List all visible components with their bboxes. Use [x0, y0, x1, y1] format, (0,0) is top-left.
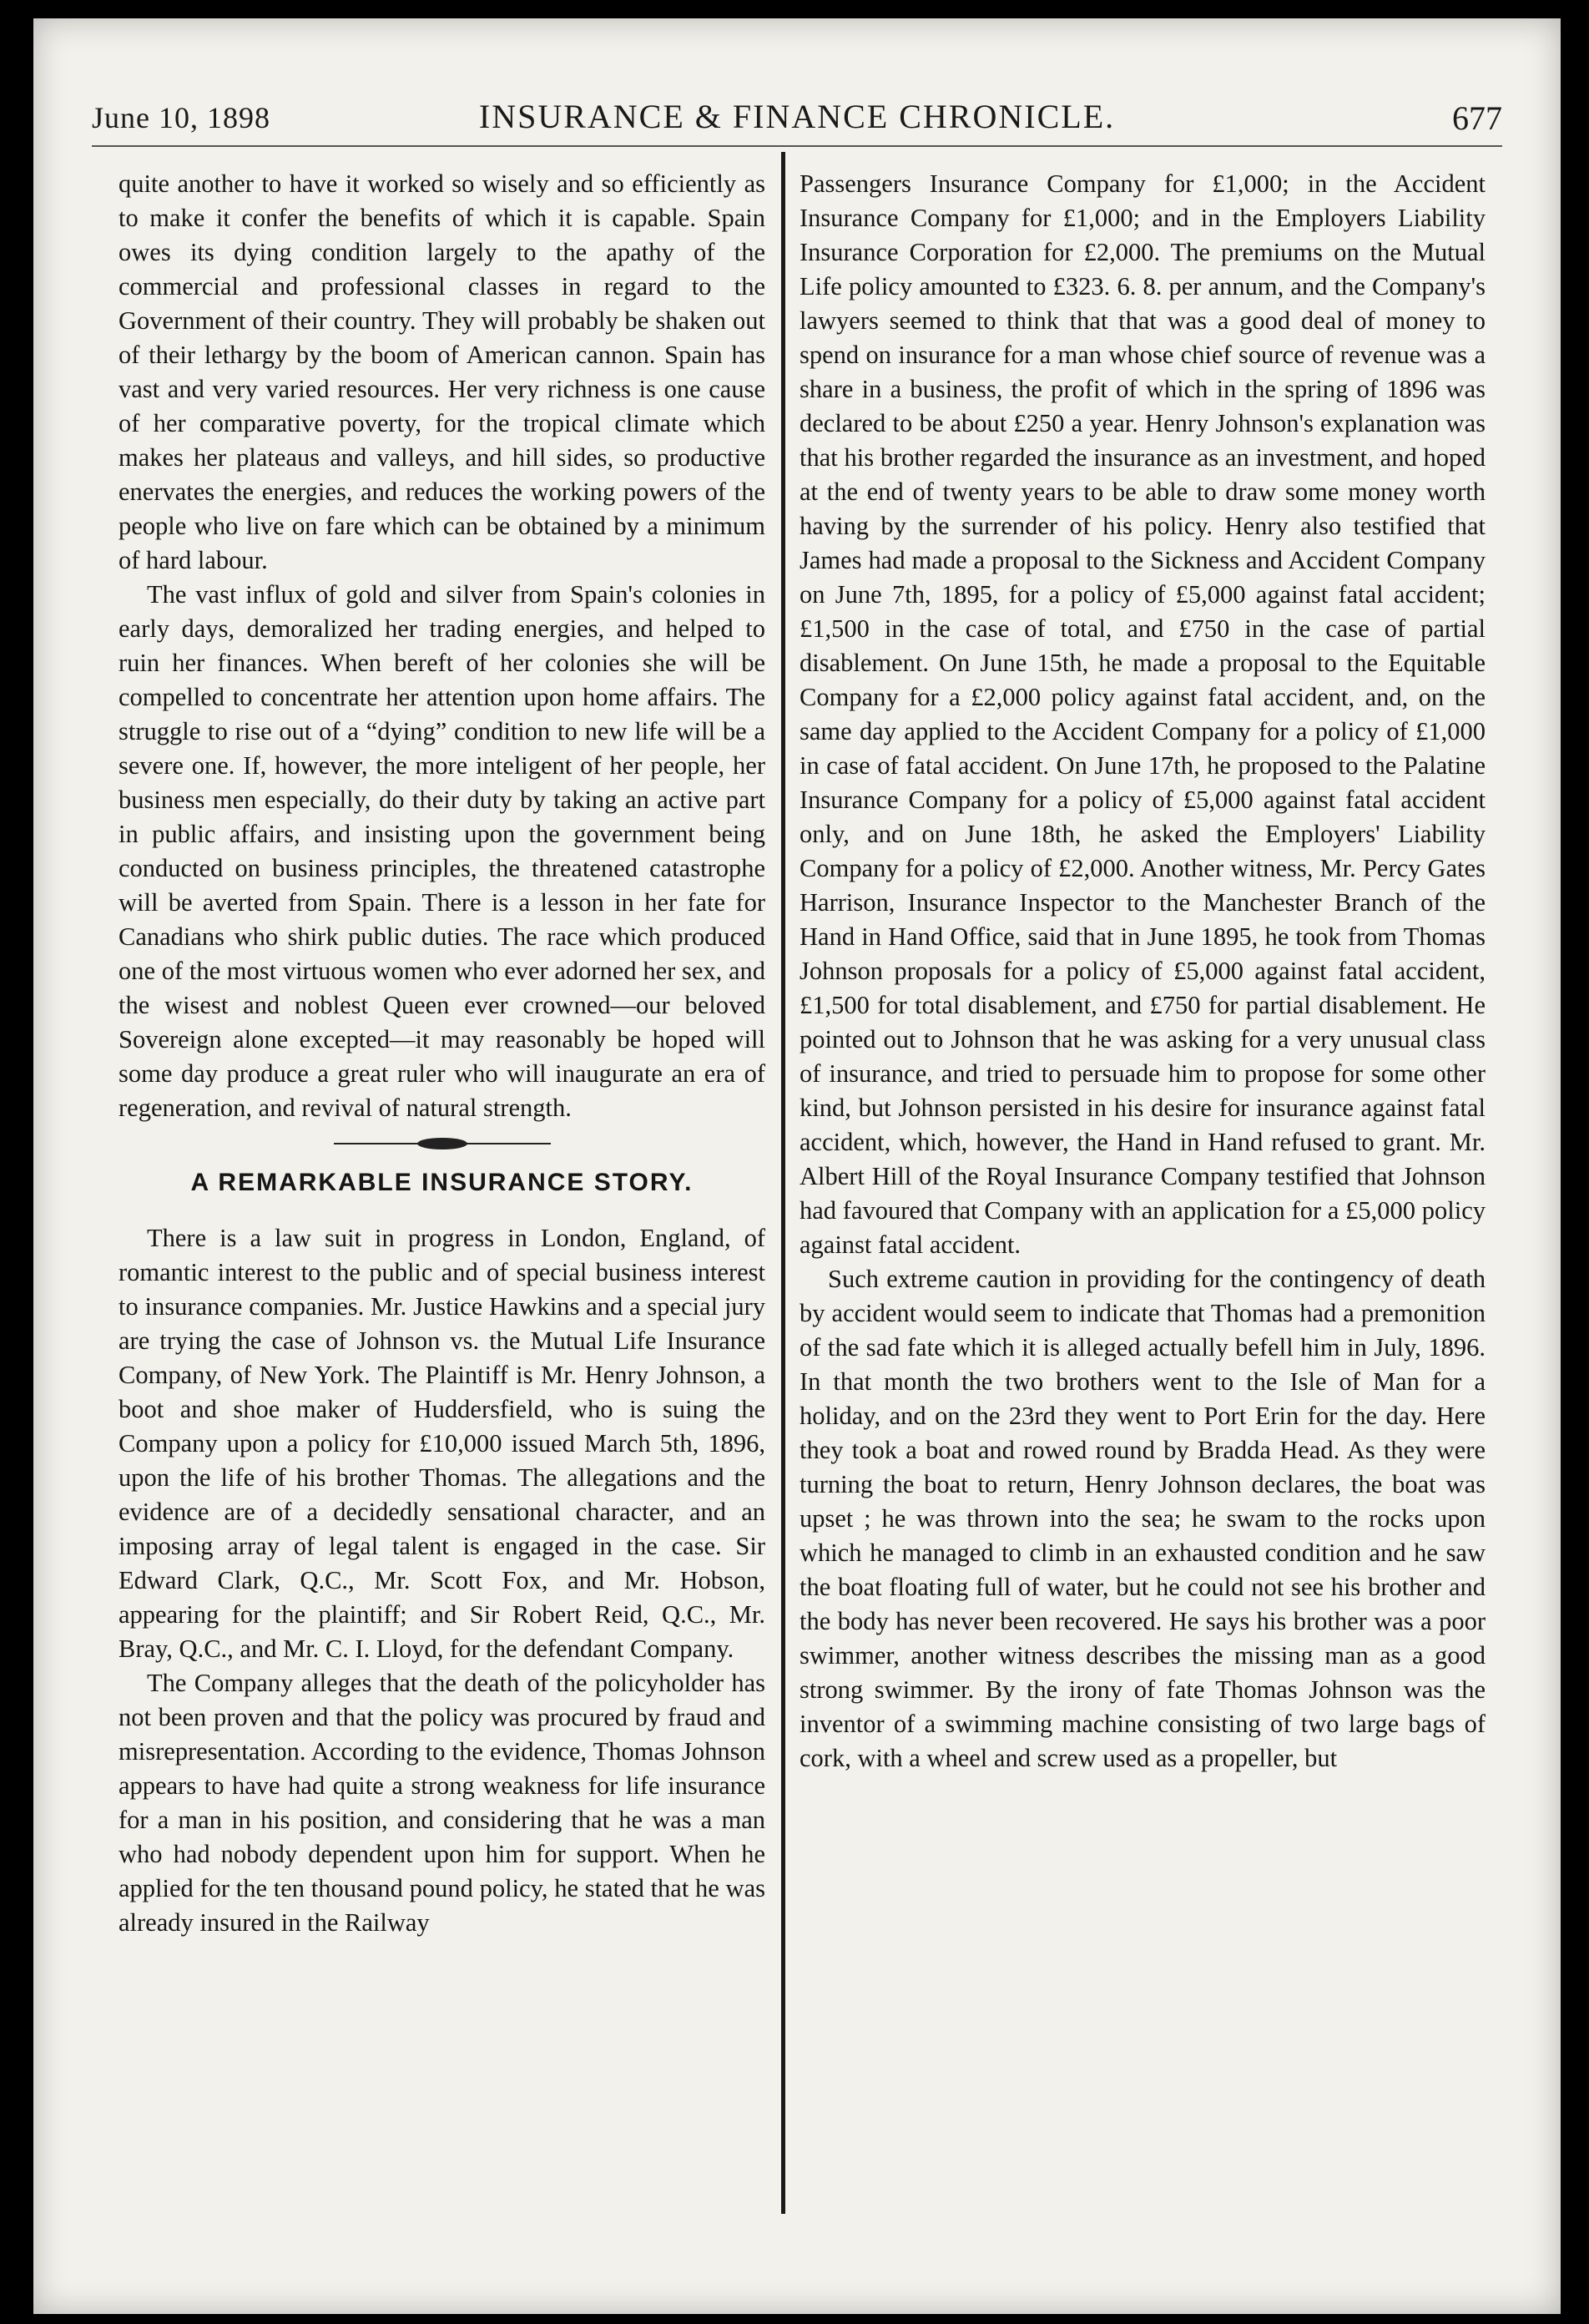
- header-rule: [92, 145, 1502, 147]
- section-ornament: [334, 1137, 551, 1150]
- page-number: 677: [1452, 99, 1502, 137]
- left-column: [119, 167, 765, 1940]
- newspaper-page: [33, 18, 1561, 2314]
- left-paragraph-4: The Company alleges that the death of the policyholder has not been proven and that the policy was procured by fraud and misrepresentation. According to the evidence, Thomas Johnson appears to have had quite a strong weakness for life insurance for a man in his position, and considering that he was a man who had nobody dependent upon him for support. When he applied for the ten thousand pound policy, he stated that he was already insured in the Railway: [119, 1669, 765, 1937]
- column-divider: [781, 152, 785, 2214]
- page-header: [92, 85, 1502, 144]
- left-paragraph-2: The vast influx of gold and silver from Spain's colonies in early days, demoralized her trading energies, and helped to ruin her finances. When bereft of her colonies she will be compelled to concentrate her attention upon home affairs. The struggle to rise out of a “dying” condition to new life will be a severe one. If, however, the more inteligent of her people, her business men especially, do their duty by taking an active part in public affairs, and insisting upon the government being conducted on business principles, the threatened catastrophe will be averted from Spain. There is a lesson in her fate for Canadians who shirk public duties. The race which produced one of the most virtuous women who ever adorned her sex, and the wisest and noblest Queen ever crowned—our beloved Sovereign alone excepted—it may reasonably be hoped will some day produce a great ruler who will inaugurate an era of regeneration, and revival of natural strength.: [119, 580, 765, 1122]
- left-paragraph-3: There is a law suit in progress in London, England, of romantic interest to the public and of special business interest to insurance companies. Mr. Justice Hawkins and a special jury are trying the case of Johnson vs. the Mutual Life Insurance Company, of New York. The Plaintiff is Mr. Henry Johnson, a boot and shoe maker of Huddersfield, who is suing the Company upon a policy for £10,000 issued March 5th, 1896, upon the life of his brother Thomas. The allegations and the evidence are of a decidedly sensational character, and an imposing array of legal talent is engaged in the case. Sir Edward Clark, Q.C., Mr. Scott Fox, and Mr. Hobson, appearing for the plaintiff; and Sir Robert Reid, Q.C., Mr. Bray, Q.C., and Mr. C. I. Lloyd, for the defendant Company.: [119, 1224, 765, 1663]
- section-title: A REMARKABLE INSURANCE STORY.: [190, 1169, 694, 1196]
- issue-date: June 10, 1898: [92, 101, 270, 134]
- right-paragraph-1: Passengers Insurance Company for £1,000; in the Accident Insurance Company for £1,000; and in the Employers Liability Insurance Corporation for £2,000. The premiums on the Mutual Life policy amounted to £323. 6. 8. per annum, and the Company's lawyers seemed to think that that was a good deal of money to spend on insurance for a man whose chief source of revenue was a share in a business, the profit of which in the spring of 1896 was declared to be about £250 a year. Henry Johnson's explanation was that his brother regarded the insurance as an investment, and hoped at the end of twenty years to be able to draw some money worth having by the surrender of his policy. Henry also testified that James had made a proposal to the Sickness and Accident Company on June 7th, 1895, for a policy of £5,000 against fatal accident; £1,500 in the case of total, and £750 in the case of partial disablement. On June 15th, he made a proposal to the Equitable Company for a £2,000 policy against fatal accident, and, on the same day applied to the Accident Company for a policy of £1,000 in case of fatal accident. On June 17th, he proposed to the Palatine Insurance Company for a policy of £5,000 against fatal accident only, and on June 18th, he asked the Employers' Liability Company for a policy of £2,000. Another witness, Mr. Percy Gates Harrison, Insurance Inspector to the Manchester Branch of the Hand in Hand Office, said that in June 1895, he took from Thomas Johnson proposals for a policy of £5,000 against fatal accident, £1,500 for total disablement, and £750 for partial disablement. He pointed out to Johnson that he was asking for a very unusual class of insurance, and tried to persuade him to propose for some other kind, but Johnson persisted in his desire for insurance against fatal accident, which, however, the Hand in Hand refused to grant. Mr. Albert Hill of the Royal Insurance Company testified that Johnson had favoured that Company with an application for a £5,000 policy against fatal accident.: [800, 169, 1486, 1259]
- left-paragraph-1: quite another to have it worked so wisely and so efficiently as to make it confer the benefits of which it is capable. Spain owes its dying condition largely to the apathy of the commercial and professional classes in regard to the Government of their country. They will probably be shaken out of their lethargy by the boom of American cannon. Spain has vast and very varied resources. Her very richness is one cause of her comparative poverty, for the tropical climate which makes her plateaus and valleys, and hill sides, so productive enervates the energies, and reduces the working powers of the people who live on fare which can be obtained by a minimum of hard labour.: [119, 169, 765, 574]
- publication-title: INSURANCE & FINANCE CHRONICLE.: [478, 98, 1116, 135]
- right-column: [800, 167, 1486, 1776]
- right-paragraph-2: Such extreme caution in providing for the contingency of death by accident would seem to indicate that Thomas had a premonition of the sad fate which it is alleged actually befell him in July, 1896. In that month the two brothers went to the Isle of Man for a holiday, and on the 23rd they went to Port Erin for the day. Here they took a boat and rowed round by Bradda Head. As they were turning the boat to return, Henry Johnson declares, the boat was upset ; he was thrown into the sea; he swam to the rocks upon which he managed to climb in an exhausted condition and he saw the boat floating full of water, but he could not see his brother and the body has never been recovered. He says his brother was a poor swimmer, another witness describes the missing man as a good strong swimmer. By the irony of fate Thomas Johnson was the inventor of a swimming machine consisting of two large bags of cork, with a wheel and screw used as a propeller, but: [800, 1265, 1486, 1772]
